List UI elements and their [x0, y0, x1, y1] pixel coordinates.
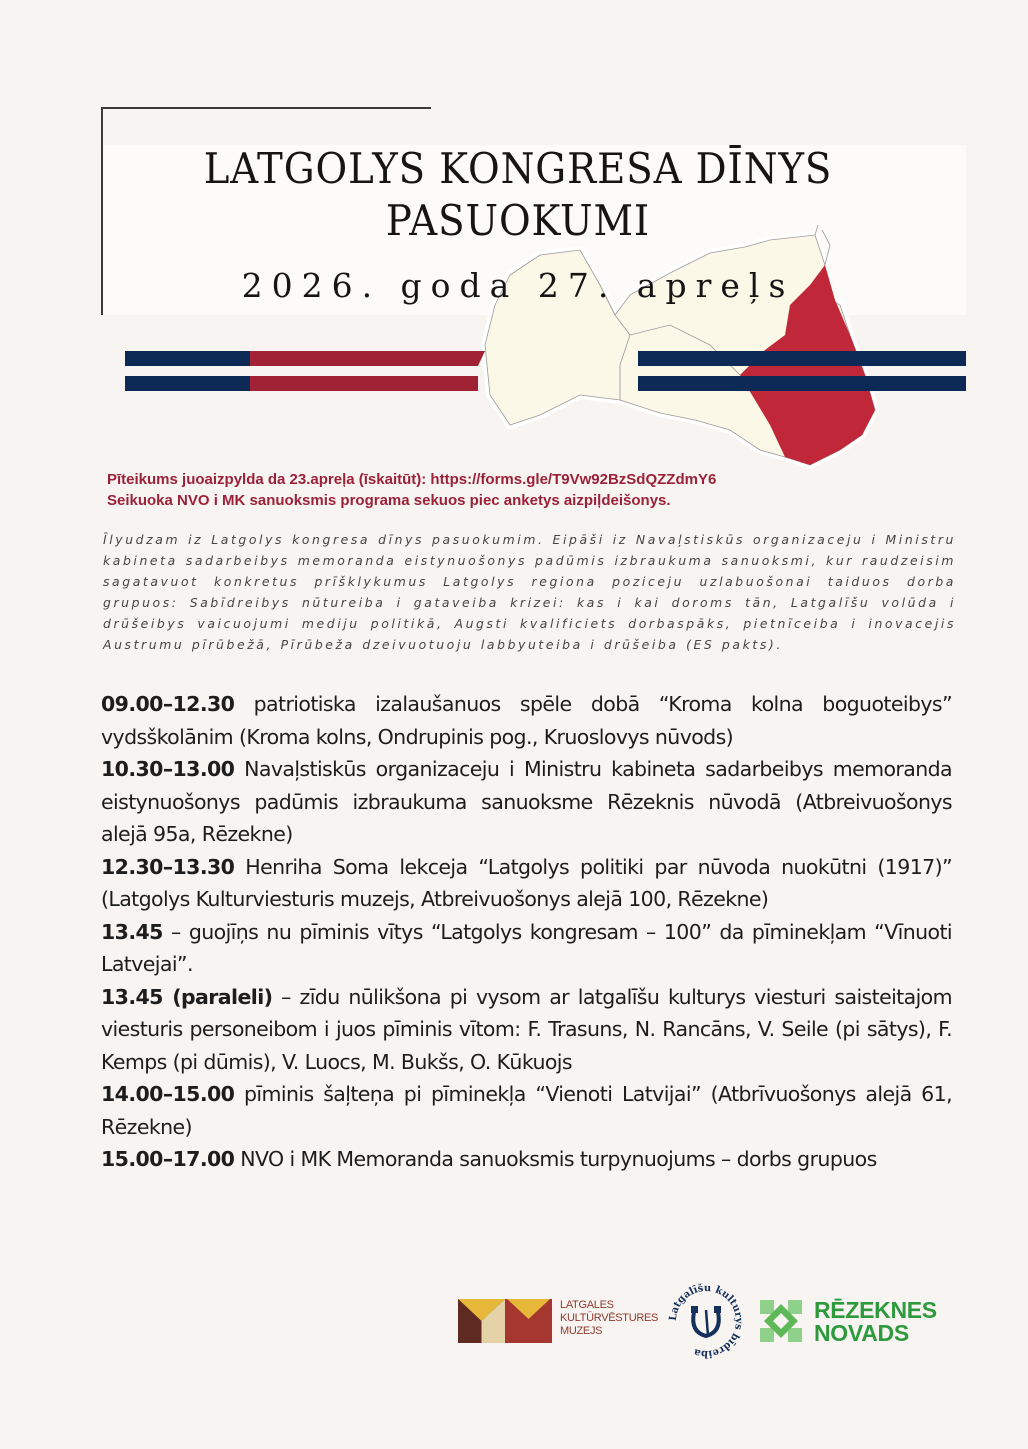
- schedule-item: [101, 688, 952, 753]
- schedule-time: 09.00–12.30: [101, 692, 235, 716]
- event-schedule: [101, 688, 952, 1176]
- schedule-description: patriotiska izalaušanuos spēle dobā “Kroma kolna boguoteibys” vydsškolānim (Kroma kolns, Ondrupinis pog., Kruoslovys nūvods): [101, 692, 952, 749]
- schedule-description: – zīdu nūlikšona pi vysom ar latgalīšu kulturys viesturi saisteitajom viesturis personeibom i juos pīminis vītom: F. Trasuns, N. Rancāns, V. Seile (pi sātys), F. Kemps (pi dūmis), V. Luocs, M. Bukšs, O. Kūkuojs: [101, 984, 952, 1074]
- society-logo-icon: [666, 1280, 746, 1362]
- schedule-time: 15.00–17.00: [101, 1147, 235, 1171]
- intro-paragraph: Īlyudzam iz Latgolys kongresa dīnys pasuokumim. Eipāši iz Navaļstiskūs organizaceju i Ministru kabineta sadarbeibys memoranda eistynuošonys padūmis izbraukuma sanuoksmi, kur raudzeisim sagatavuot konkretus prīšklykumus Latgolys regiona poziceju uzlabuošonai taiduos dorba grupuos: Sabīdreibys nūtureiba i gataveiba krizei: kas i kai doroms tān, Latgalīšu volūda i drūšeibys vaicuojumi mediju politikā, Augsti kvalificiets dorbaspāks, pietnīceiba i inovacejis Austrumu pīrūbežā, Pīrūbeža dzeivuotuoju labbyuteiba i drūšeiba (ES pakts).: [103, 532, 956, 652]
- schedule-item: [101, 1143, 952, 1176]
- schedule-description: Navaļstiskūs organizaceju i Ministru kabineta sadarbeibys memoranda eistynuošonys padūmis izbraukuma sanuoksme Rēzeknis nūvodā (Atbreivuošonys alejā 95a, Rēzekne): [101, 757, 952, 846]
- title-line-1: LATGOLYS KONGRESA DĪNYS: [203, 144, 833, 193]
- decorative-stripes-right: [638, 351, 966, 391]
- museum-logo-icon: [458, 1299, 552, 1343]
- schedule-item: [101, 916, 952, 981]
- schedule-item: [101, 1078, 952, 1143]
- schedule-time: 10.30–13.00: [101, 757, 235, 781]
- registration-deadline-link[interactable]: Pīteikums juoaizpylda da 23.apreļa (īskaitūt): https://forms.gle/T9Vw92BzSdQZZdmY6: [107, 471, 717, 488]
- partner-logos: [456, 1280, 936, 1370]
- event-title: [136, 143, 900, 247]
- schedule-time: 13.45 (paraleli): [101, 984, 273, 1009]
- schedule-item: [101, 753, 952, 851]
- schedule-item: [101, 981, 952, 1079]
- schedule-item: [101, 851, 952, 916]
- schedule-description: NVO i MK Memoranda sanuoksmis turpynuojums – dorbs grupuos: [234, 1147, 877, 1171]
- schedule-time: 14.00–15.00: [101, 1082, 235, 1106]
- municipality-logo-text: RĒZEKNES NOVADS: [814, 1297, 937, 1346]
- svg-text:Latgalīšu kulturys bīdreiba: Latgalīšu kulturys bīdreiba: [667, 1282, 745, 1360]
- schedule-description: pīminis šaļteņa pi pīminekļa “Vienoti Latvijai” (Atbrīvuošonys alejā 61, Rēzekne): [101, 1082, 952, 1139]
- municipality-logo-icon: [758, 1298, 804, 1344]
- title-line-2: PASUOKUMI: [385, 196, 651, 245]
- museum-logo-text: LATGALES KULTŪRVĒSTURES MUZEJS: [560, 1299, 659, 1337]
- schedule-time: 13.45: [101, 919, 163, 944]
- frame-corner-top: [101, 107, 431, 109]
- schedule-description: – guojīņs nu pīminis vītys “Latgolys kongresam – 100” da pīminekļam “Vīnuoti Latvejai”.: [101, 919, 952, 976]
- latvia-map-illustration: [470, 225, 900, 470]
- decorative-stripes-left: [125, 351, 485, 391]
- schedule-description: Henriha Soma lekceja “Latgolys politiki par nūvoda nuokūtni (1917)” (Latgolys Kulturviesturis muzejs, Atbreivuošonys alejā 100, Rēzekne): [101, 854, 952, 911]
- registration-note: [107, 469, 827, 511]
- registration-info: Seikuoka NVO i MK sanuoksmis programa sekuos piec anketys aizpiļdeišonys.: [107, 492, 671, 509]
- schedule-time: 12.30–13.30: [101, 854, 235, 879]
- event-date: 2026. goda 27. apreļs: [241, 266, 795, 305]
